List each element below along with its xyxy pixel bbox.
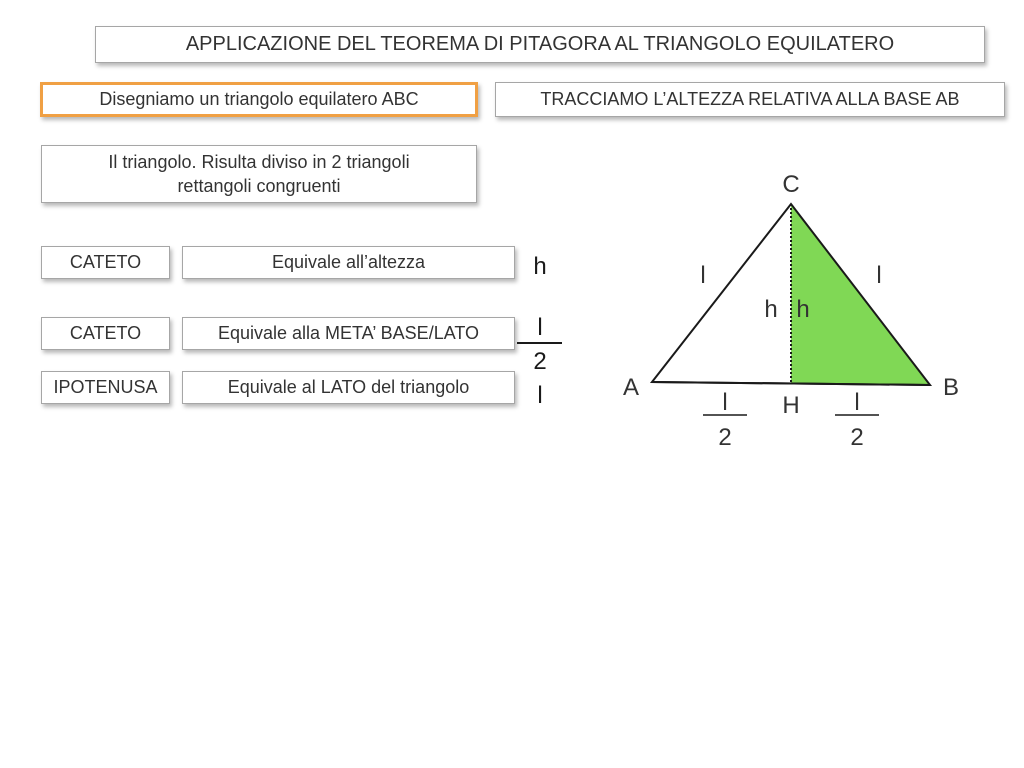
row3-desc-text: Equivale al LATO del triangolo [227, 377, 470, 397]
height-label-left: h [764, 296, 778, 323]
half-right-denominator: 2 [850, 424, 864, 451]
half-left-denominator: 2 [718, 424, 732, 451]
slide-title-text: APPLICAZIONE DEL TEOREMA DI PITAGORA AL TRIANGOLO EQUILATERO [185, 33, 895, 55]
half-right-numerator: l [854, 389, 860, 416]
side-label-left: l [700, 262, 706, 289]
row1-label-text: CATETO [69, 252, 142, 272]
row2-desc-text: Equivale alla META’ BASE/LATO [217, 323, 480, 343]
result-line-2: rettangoli congruenti [177, 176, 341, 196]
step-height-text: TRACCIAMO L’ALTEZZA RELATIVA ALLA BASE AB [540, 89, 960, 109]
vertex-b-label: B [942, 374, 960, 401]
half-left-numerator: l [722, 389, 728, 416]
row2-label-text: CATETO [69, 323, 142, 343]
row3-symbol: l [537, 382, 543, 409]
row1-desc-text: Equivale all’altezza [271, 252, 426, 272]
side-label-right: l [876, 262, 882, 289]
vertex-c-label: C [782, 171, 800, 198]
step-draw-text: Disegniamo un triangolo equilatero ABC [99, 89, 419, 109]
row1-symbol: h [533, 253, 547, 280]
row2-fraction-denominator: 2 [533, 348, 547, 375]
vertex-a-label: A [622, 374, 640, 401]
row2-fraction-numerator: l [537, 314, 543, 341]
row3-label-text: IPOTENUSA [53, 377, 158, 397]
vertex-h-label: H [782, 392, 800, 419]
result-line-1: Il triangolo. Risulta diviso in 2 triangoli [108, 152, 410, 172]
height-label-right: h [796, 296, 810, 323]
